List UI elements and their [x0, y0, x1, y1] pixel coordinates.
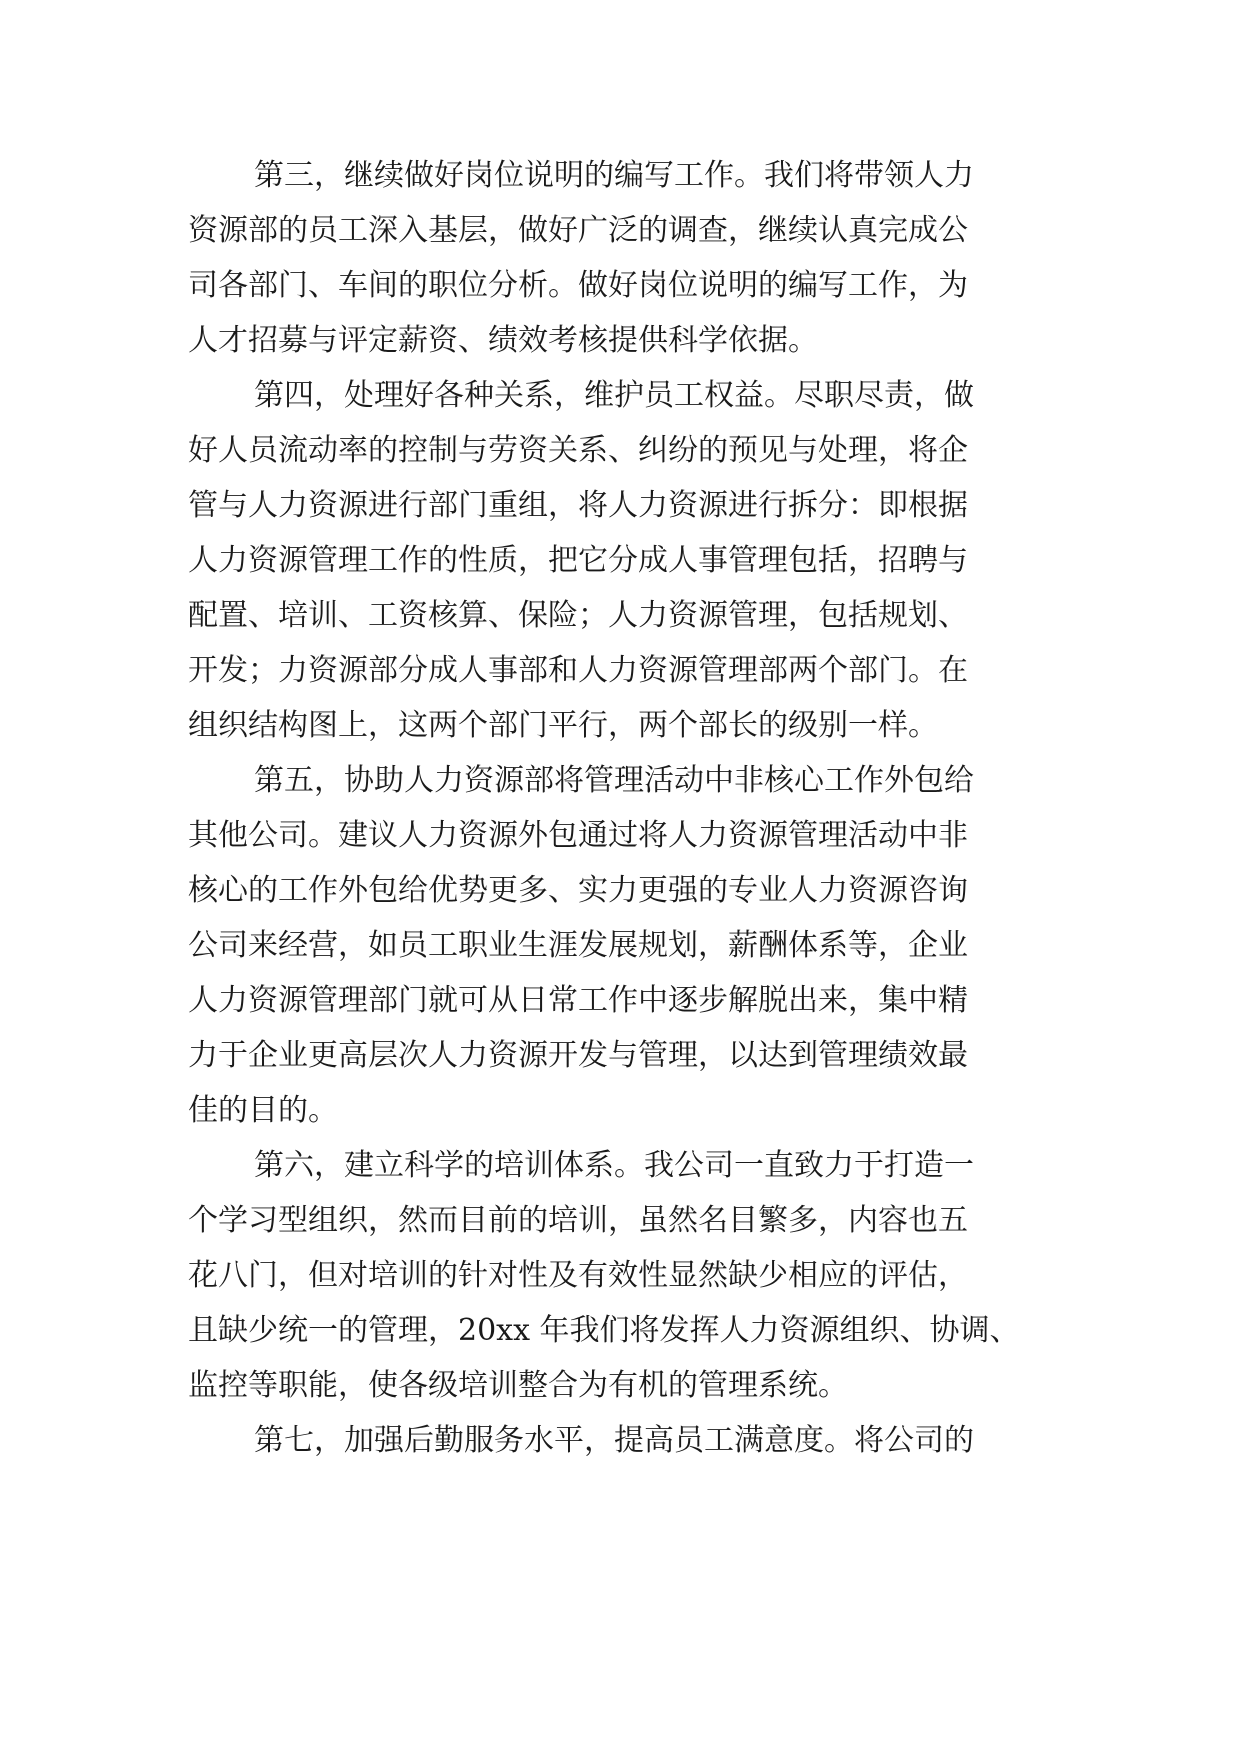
paragraph-4-line-1: 第四，处理好各种关系，维护员工权益。尽职尽责，做 — [254, 378, 974, 413]
paragraph-6-line-2: 个学习型组织，然而目前的培训，虽然名目繁多，内容也五 — [188, 1203, 968, 1238]
paragraph-5-line-1: 第五，协助人力资源部将管理活动中非核心工作外包给 — [254, 763, 974, 798]
paragraph-5-line-7: 佳的目的。 — [188, 1093, 338, 1128]
paragraph-6-line-3: 花八门，但对培训的针对性及有效性显然缺少相应的评估， — [188, 1258, 968, 1293]
paragraph-6-line-1: 第六，建立科学的培训体系。我公司一直致力于打造一 — [254, 1148, 974, 1183]
paragraph-3-line-3: 司各部门、车间的职位分析。做好岗位说明的编写工作，为 — [188, 268, 968, 303]
paragraph-3-line-1: 第三，继续做好岗位说明的编写工作。我们将带领人力 — [254, 158, 974, 193]
paragraph-5-line-6: 力于企业更高层次人力资源开发与管理，以达到管理绩效最 — [188, 1038, 968, 1073]
paragraph-4-line-2: 好人员流动率的控制与劳资关系、纠纷的预见与处理，将企 — [188, 433, 968, 468]
paragraph-4-line-3: 管与人力资源进行部门重组，将人力资源进行拆分：即根据 — [188, 488, 968, 523]
paragraph-5-line-4: 公司来经营，如员工职业生涯发展规划，薪酬体系等，企业 — [188, 928, 968, 963]
paragraph-4-line-4: 人力资源管理工作的性质，把它分成人事管理包括，招聘与 — [188, 543, 968, 578]
paragraph-4-line-6: 开发；力资源部分成人事部和人力资源管理部两个部门。在 — [188, 653, 968, 688]
paragraph-6-line-5: 监控等职能，使各级培训整合为有机的管理系统。 — [188, 1368, 848, 1403]
paragraph-3-line-4: 人才招募与评定薪资、绩效考核提供科学依据。 — [188, 323, 818, 358]
paragraph-5-line-5: 人力资源管理部门就可从日常工作中逐步解脱出来，集中精 — [188, 983, 968, 1018]
paragraph-3-line-2: 资源部的员工深入基层，做好广泛的调查，继续认真完成公 — [188, 213, 968, 248]
paragraph-5-line-2: 其他公司。建议人力资源外包通过将人力资源管理活动中非 — [188, 818, 968, 853]
paragraph-5-line-3: 核心的工作外包给优势更多、实力更强的专业人力资源咨询 — [188, 873, 968, 908]
paragraph-6-line-4: 且缺少统一的管理，20xx 年我们将发挥人力资源组织、协调、 — [188, 1313, 1020, 1348]
paragraph-4-line-5: 配置、培训、工资核算、保险；人力资源管理，包括规划、 — [188, 598, 968, 633]
paragraph-7-line-1: 第七，加强后勤服务水平，提高员工满意度。将公司的 — [254, 1423, 974, 1458]
paragraph-4-line-7: 组织结构图上，这两个部门平行，两个部长的级别一样。 — [188, 708, 938, 743]
